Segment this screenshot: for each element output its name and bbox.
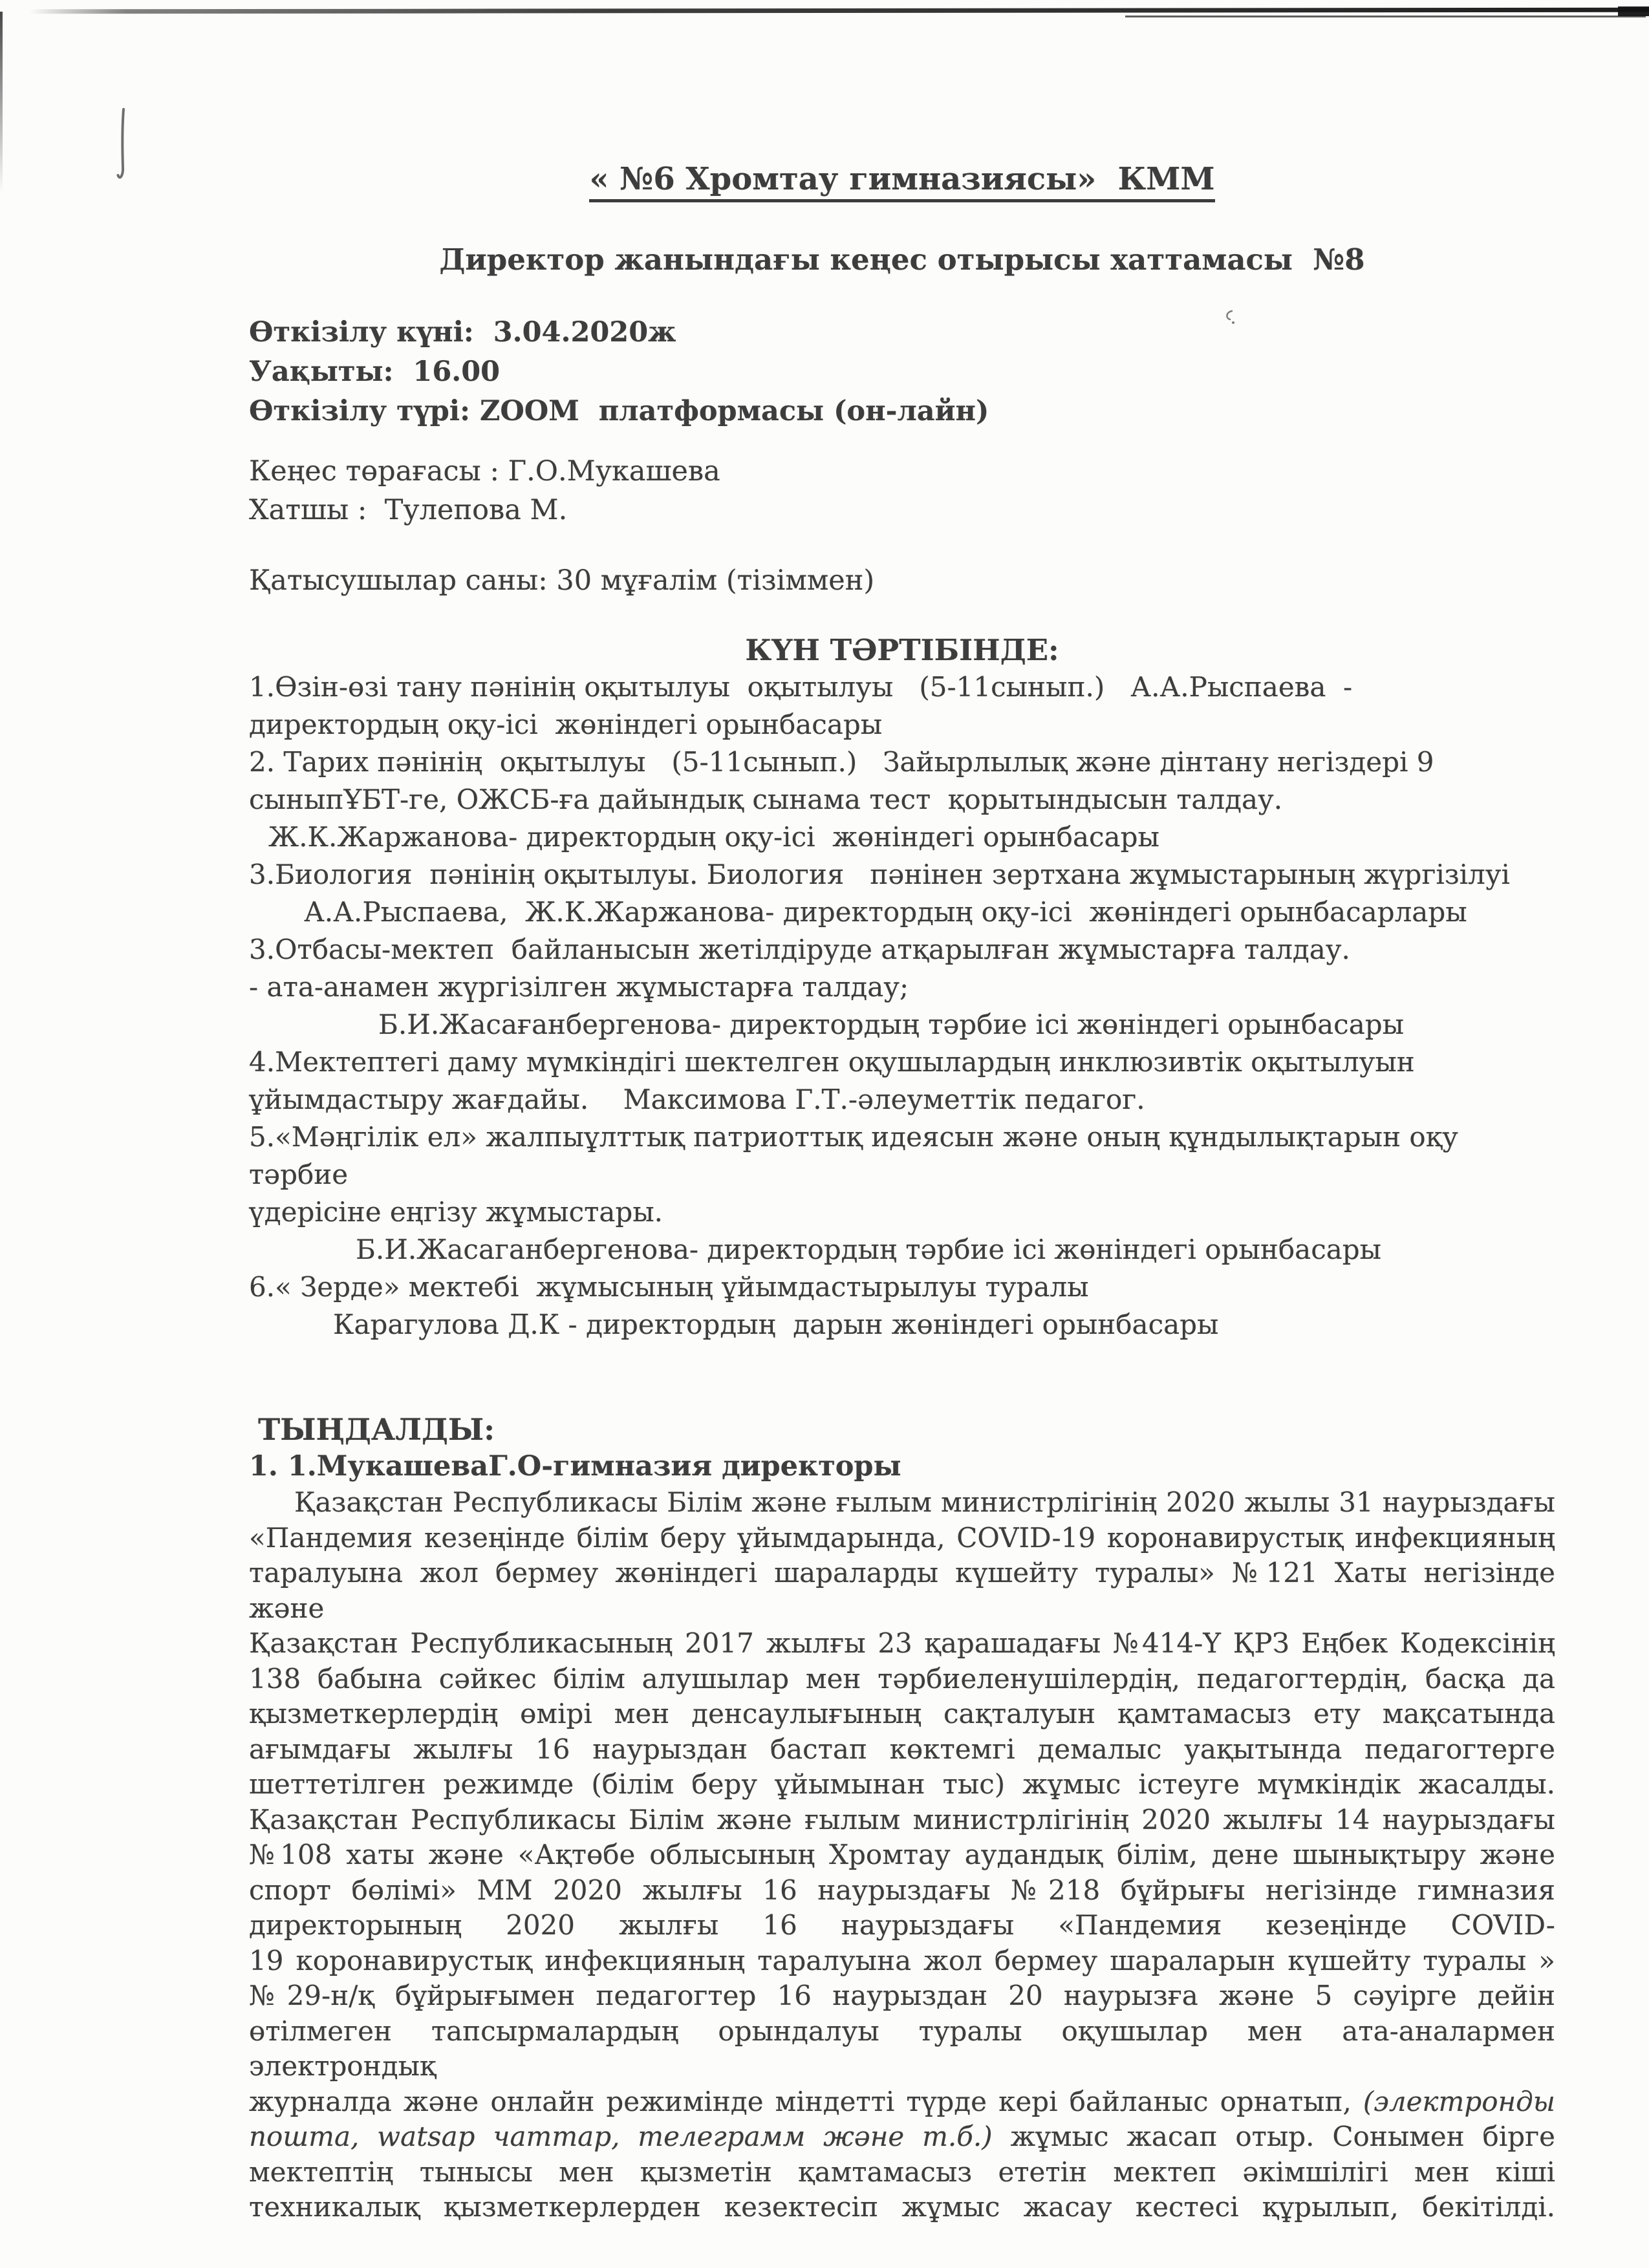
meeting-date-line: Өткізілу күні: 3.04.2020ж xyxy=(249,316,676,349)
agenda-line: үдерісіне еңгізу жұмыстары. xyxy=(249,1196,663,1228)
agenda-line: Карагулова Д.К - директордың дарын жөніндегі орынбасары xyxy=(333,1309,1219,1341)
chairperson-line: Кеңес төрағасы : Г.О.Мукашева xyxy=(249,455,720,488)
paragraph-line: шеттетілген режимде (білім беру ұйымынан тыс) жұмыс істеуге мүмкіндік жасалды. xyxy=(249,1768,1555,1801)
agenda-line: - ата-анамен жүргізілген жұмыстарға талдау; xyxy=(249,971,909,1003)
protocol-title: Директор жанындағы кеңес отырысы хаттамасы №8 xyxy=(439,242,1365,277)
paragraph-line-with-italic xyxy=(249,2119,1555,2155)
meeting-time-line: Уақыты: 16.00 xyxy=(249,356,501,389)
paragraph-line: техникалық қызметкерлерден кезектесіп жұмыс жасау кестесі құрылып, бекітілді. xyxy=(249,2191,1555,2223)
agenda-line: 3.Биология пәнінің оқытылуы. Биология пәнінен зертхана жұмыстарының жүргізілуі xyxy=(249,859,1510,891)
agenda-line: директордың оқу-ісі жөніндегі орынбасары xyxy=(249,709,883,741)
document-content xyxy=(249,0,1555,2225)
agenda-line: Б.И.Жасаганбергенова- директордың тәрбие ісі жөніндегі орынбасары xyxy=(356,1234,1382,1266)
participants-line: Қатысушылар саны: 30 мұғалім (тізіммен) xyxy=(249,564,875,597)
agenda-line: 3.Отбасы-мектеп байланысын жетілдіруде атқарылған жұмыстарға талдау. xyxy=(249,934,1350,966)
paragraph-line: Қазақстан Республикасының 2017 жылғы 23 қарашадағы №414-Y ҚРЗ Еңбек Кодексінің xyxy=(249,1627,1555,1660)
heard-paragraph xyxy=(249,1485,1555,2225)
agenda-line: 5.«Мәңгілік ел» жалпыұлттық патриоттық идеясын және оның құндылықтарын оқу тәрбие xyxy=(249,1121,1467,1191)
agenda-list xyxy=(249,669,1555,1343)
paragraph-line: «Пандемия кезеңінде білім беру ұйымдарында, COVID-19 коронавирустық инфекцияның xyxy=(249,1521,1555,1554)
paragraph-line: мектептің тынысы мен қызметін қамтамасыз ететін мектеп әкімшілігі мен кіші xyxy=(249,2156,1555,2188)
paragraph-line: 19 коронавирустық инфекцияның таралуына жол бермеу шараларын күшейту туралы » xyxy=(249,1944,1555,1976)
paragraph-line: спорт бөлімі» ММ 2020 жылғы 16 наурыздағы №218 бұйрығы негізінде гимназия xyxy=(249,1874,1555,1906)
paragraph-line-with-italic xyxy=(249,2084,1555,2120)
scan-edge-artifact-left xyxy=(0,12,3,193)
paragraph-line: Қазақстан Республикасы Білім және ғылым министрлігінің 2020 жылы 31 наурыздағы xyxy=(294,1486,1555,1519)
agenda-line: ұйымдастыру жағдайы. Максимова Г.Т.-әлеуметтік педагог. xyxy=(249,1084,1145,1116)
organization-title xyxy=(249,162,1555,197)
paragraph-text: журналда және онлайн режимінде міндетті түрде кері байланыс орнатып, xyxy=(249,2085,1363,2117)
scan-edge-artifact-corner xyxy=(1618,6,1649,16)
agenda-line: Ж.К.Жаржанова- директордың оқу-ісі жөніндегі орынбасары xyxy=(268,821,1159,853)
agenda-line: сыныпҰБТ-ге, ОЖСБ-ға дайындық сынама тест қорытындысын талдау. xyxy=(249,784,1283,816)
meeting-format-line: Өткізілу түрі: ZOOM платформасы (он-лайн) xyxy=(249,395,989,428)
paragraph-line: Қазақстан Республикасы Білім және ғылым министрлігінің 2020 жылғы 14 наурыздағы xyxy=(249,1803,1555,1835)
paragraph-line: ағымдағы жылғы 16 наурыздан бастап көктемгі демалыс уақытында педагогтерге xyxy=(249,1733,1555,1765)
secretary-line: Хатшы : Тулепова М. xyxy=(249,494,568,527)
agenda-line: Б.И.Жасағанбергенова- директордың тәрбие ісі жөніндегі орынбасары xyxy=(378,1009,1405,1041)
paragraph-line: таралуына жол бермеу жөніндегі шараларды күшейту туралы» №121 Хаты негізінде xyxy=(249,1557,1555,1589)
paragraph-line: директорының 2020 жылғы 16 наурыздағы «Пандемия кезеңінде COVID- xyxy=(249,1909,1555,1942)
paragraph-line: №29-н/қ бұйрығымен педагогтер 16 наурыздан 20 наурызға және 5 сәуірге дейін xyxy=(249,1980,1555,2012)
agenda-heading: КҮН ТӘРТІБІНДЕ: xyxy=(745,633,1059,668)
paragraph-line: №108 хаты және «Ақтөбе облысының Хромтау аудандық білім, дене шынықтыру және xyxy=(249,1839,1555,1871)
paragraph-line: өтілмеген тапсырмалардың орындалуы туралы оқушылар мен ата-аналармен электрондық xyxy=(249,2015,1555,2082)
paragraph-text: жұмыс жасап отыр. Сонымен бірге xyxy=(992,2121,1556,2153)
paragraph-italic-text: пошта, watsap чаттар, телеграмм және т.б.) xyxy=(249,2121,993,2153)
agenda-line: 2. Тарих пәнінің оқытылуы (5-11сынып.) Зайырлылық және дінтану негіздері 9 xyxy=(249,746,1434,778)
agenda-line: 4.Мектептегі даму мүмкіндігі шектелген оқушылардың инклюзивтік оқытылуын xyxy=(249,1046,1415,1078)
paragraph-line: 138 бабына сәйкес білім алушылар мен тәрбиеленушілердің, педагогтердің, басқа да xyxy=(249,1662,1555,1695)
speaker-line: 1. 1.МукашеваГ.О-гимназия директоры xyxy=(249,1450,901,1483)
paragraph-italic-text: (электронды xyxy=(1363,2085,1555,2117)
heard-section-heading: ТЫҢДАЛДЫ: xyxy=(258,1412,495,1448)
agenda-line: 6.« Зерде» мектебі жұмысының ұйымдастырылуы туралы xyxy=(249,1271,1089,1303)
pen-stroke-mark xyxy=(116,107,133,187)
agenda-line: А.А.Рыспаева, Ж.К.Жаржанова- директордың оқу-ісі жөніндегі орынбасарлары xyxy=(304,896,1467,928)
organization-title-text: « №6 Хромтау гимназиясы» КММ xyxy=(589,161,1214,202)
meeting-people-block xyxy=(249,452,1555,530)
paragraph-line: және xyxy=(249,1592,325,1624)
agenda-line: 1.Өзін-өзі тану пәнінің оқытылуы оқытылуы (5-11сынып.) А.А.Рыспаева - xyxy=(249,671,1353,703)
meeting-meta-block xyxy=(249,313,1555,431)
paragraph-line: қызметкерлердің өмірі мен денсаулығының сақталуын қамтамасыз ету мақсатында xyxy=(249,1698,1555,1730)
